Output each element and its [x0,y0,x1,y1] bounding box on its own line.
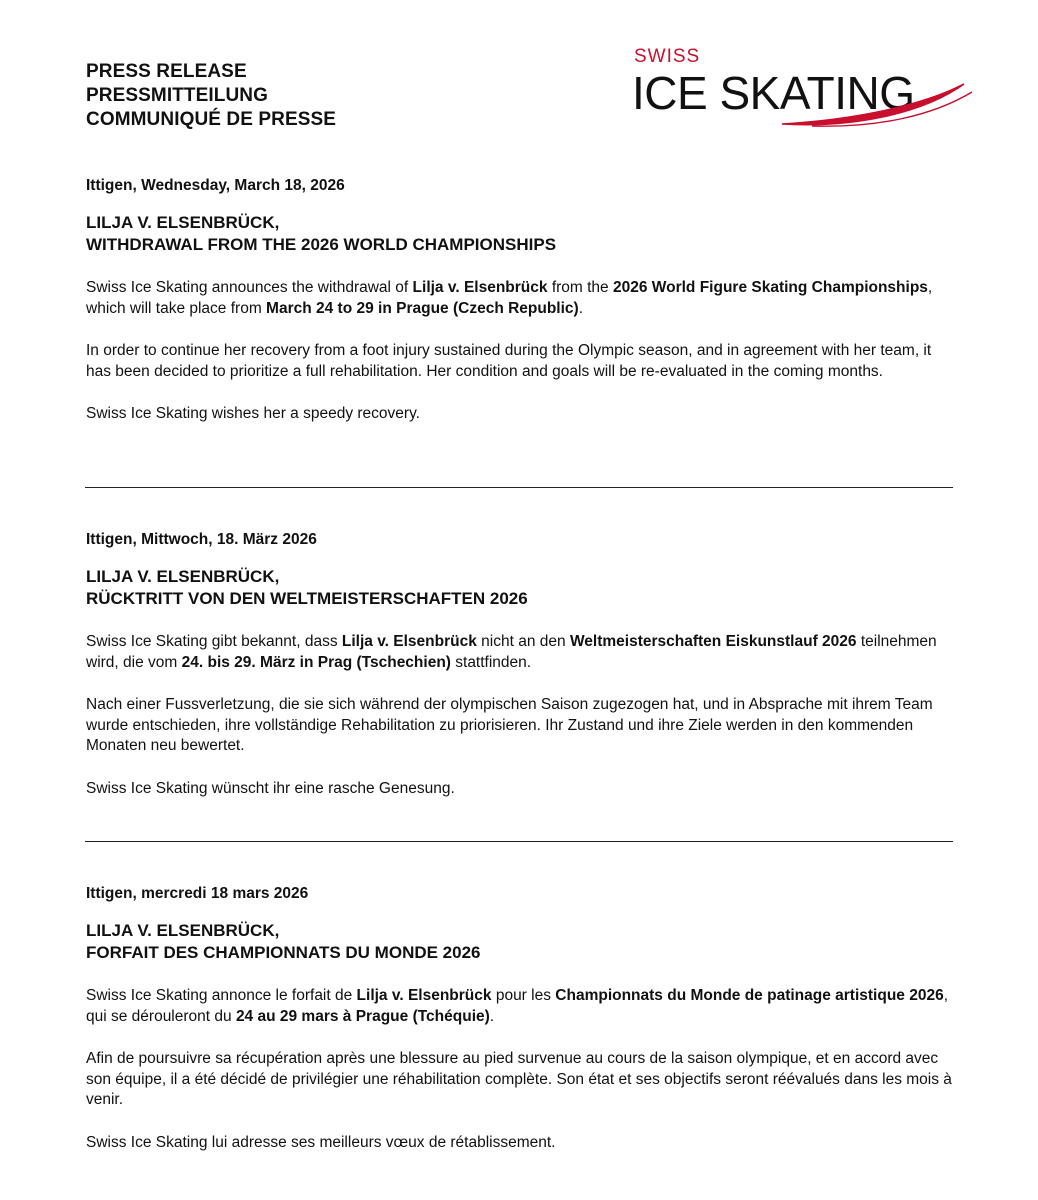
headline-line-1: LILJA V. ELSENBRÜCK, [86,921,280,940]
paragraph-announcement: Swiss Ice Skating annonce le forfait de Lilja v. Elsenbrück pour les Championnats du Monde de patinage artistique 2026, qui se dérouleront du 24 au 29 mars à Prague (Tchéquie). [86,987,949,1025]
dateline: Ittigen, Mittwoch, 18. März 2026 [86,531,317,548]
headline-line-2: WITHDRAWAL FROM THE 2026 WORLD CHAMPIONSHIPS [86,235,557,254]
paragraph-wishes: Swiss Ice Skating wishes her a speedy recovery. [86,405,420,422]
paragraph-announcement: Swiss Ice Skating announces the withdrawal of Lilja v. Elsenbrück from the 2026 World Figure Skating Championships, which will take place from March 24 to 29 in Prague (Czech Republic). [86,279,933,317]
headline [86,566,956,610]
press-release-titles [86,60,336,132]
section-divider [85,487,953,488]
title-english: PRESS RELEASE [86,61,247,82]
dateline: Ittigen, Wednesday, March 18, 2026 [86,177,345,194]
paragraph-wishes: Swiss Ice Skating lui adresse ses meilleurs vœux de rétablissement. [86,1133,556,1151]
headline [86,212,956,256]
paragraph-announcement: Swiss Ice Skating gibt bekannt, dass Lilja v. Elsenbrück nicht an den Weltmeisterschaften Eiskunstlauf 2026 teilnehmen wird, die vom 24. bis 29. März in Prag (Tschechien) stattfinden. [86,633,937,671]
paragraph-wishes: Swiss Ice Skating wünscht ihr eine rasche Genesung. [86,779,455,797]
logo-main-text: ICE SKATING [632,67,915,119]
paragraph-recovery: Afin de poursuivre sa récupération après une blessure au pied survenue au cours de la saison olympique, et en accord avec son équipe, il a été décidé de privilégier une réhabilitation complète. Son état et ses objectifs seront réévalués dans les mois à venir. [86,1050,952,1108]
headline-line-2: FORFAIT DES CHAMPIONNATS DU MONDE 2026 [86,943,481,962]
paragraph-recovery: In order to continue her recovery from a foot injury sustained during the Olympic season, and in agreement with her team, it has been decided to prioritize a full rehabilitation. Her condition and goals will be re-evaluated in the coming months. [86,342,932,380]
title-french: COMMUNIQUÉ DE PRESSE [86,109,337,130]
headline-line-1: LILJA V. ELSENBRÜCK, [86,567,280,586]
paragraph-recovery: Nach einer Fussverletzung, die sie sich während der olympischen Saison zugezogen hat, und in Absprache mit ihrem Team wurde entschieden, ihre vollständige Rehabilitation zu priorisieren. Ihr Zustand und ihre Ziele werden in den kommenden Monaten neu bewertet. [86,696,933,754]
swiss-ice-skating-logo [632,44,972,134]
section-divider [85,841,953,842]
title-german: PRESSMITTEILUNG [86,85,269,106]
press-section-english [86,176,956,425]
headline [86,920,956,964]
press-section-german [86,530,956,799]
skate-swoosh-icon [632,44,972,134]
press-section-french [86,884,956,1153]
dateline: Ittigen, mercredi 18 mars 2026 [86,885,309,902]
headline-line-1: LILJA V. ELSENBRÜCK, [86,213,280,232]
headline-line-2: RÜCKTRITT VON DEN WELTMEISTERSCHAFTEN 2026 [86,589,528,608]
logo-swiss-text: SWISS [634,46,701,67]
